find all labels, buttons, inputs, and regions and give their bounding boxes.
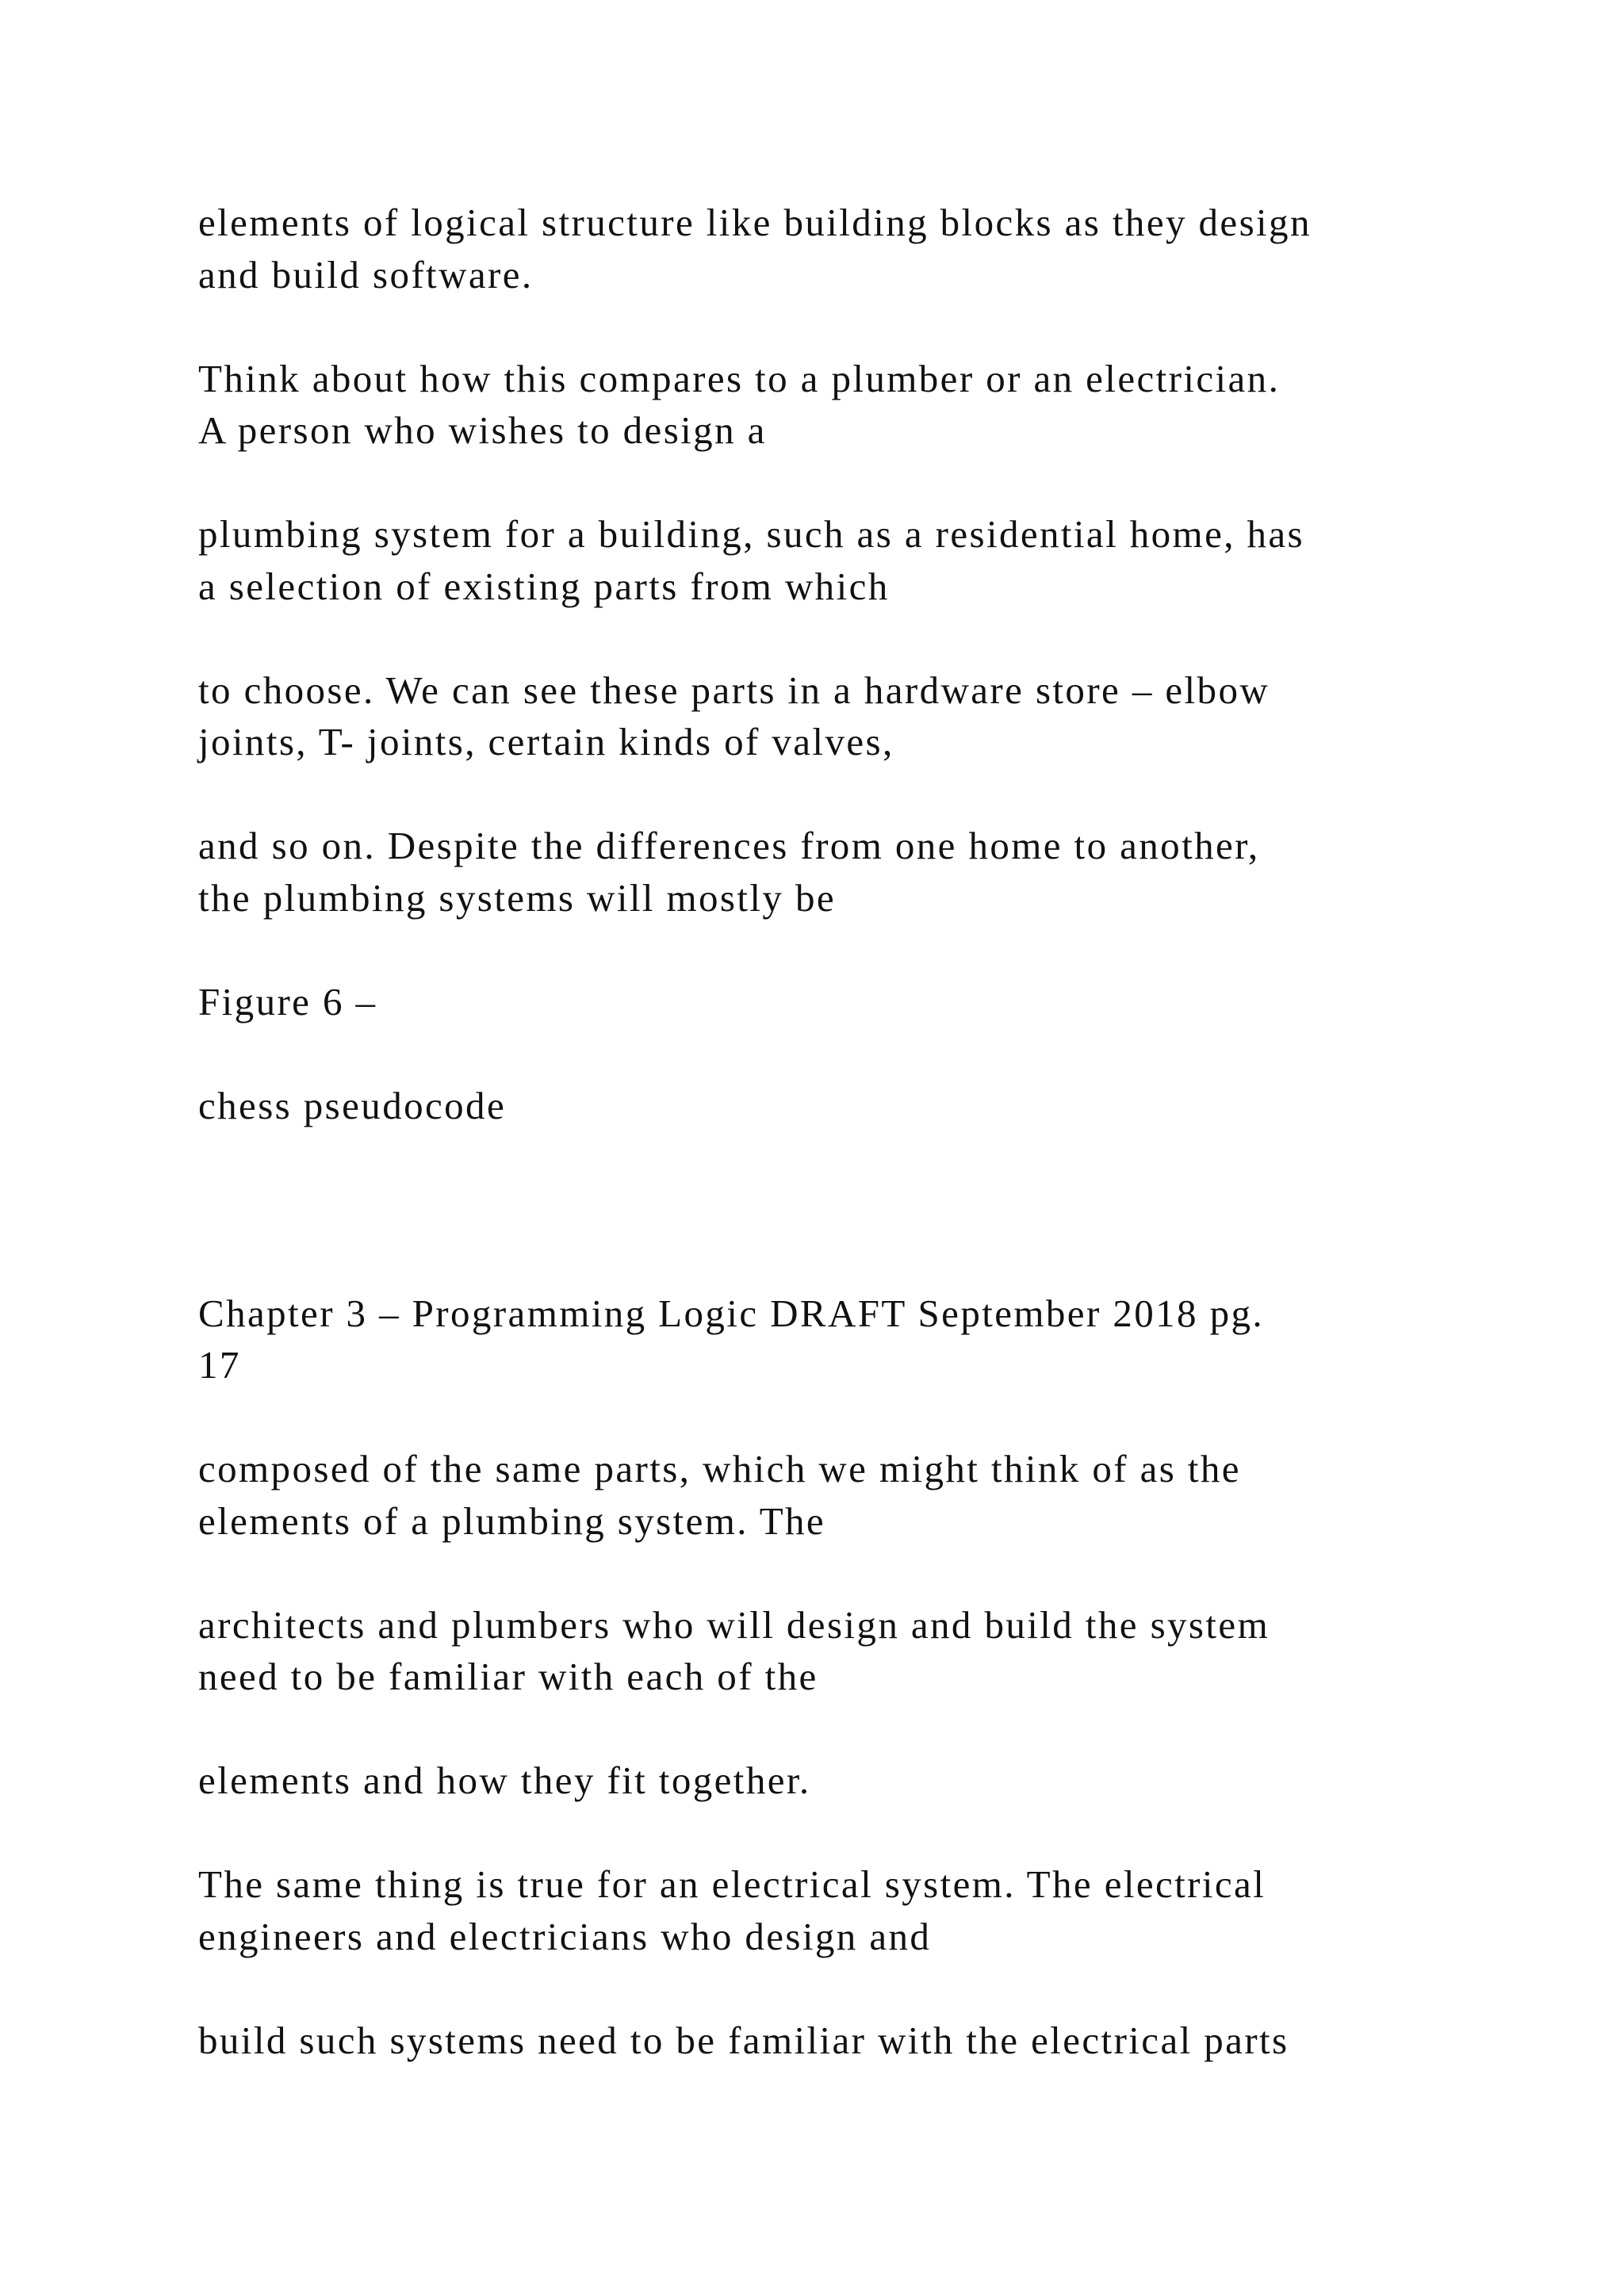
paragraph-gap	[198, 1027, 1546, 1080]
page-number: 17	[198, 1343, 241, 1387]
paragraph-gap	[198, 612, 1546, 664]
paragraph-gap	[198, 1391, 1546, 1444]
text-line: Think about how this compares to a plumber or an electrician.	[198, 356, 1281, 400]
figure-caption-text: chess pseudocode	[198, 1083, 507, 1127]
paragraph-gap	[198, 768, 1546, 821]
text-line: build such systems need to be familiar with the electrical parts	[198, 2018, 1289, 2062]
text-line: and so on. Despite the differences from one home to another,	[198, 824, 1260, 867]
paragraph-gap	[198, 1962, 1546, 2015]
paragraph-gap	[198, 300, 1546, 353]
figure-caption-label: Figure 6 –	[198, 979, 377, 1024]
text-line: joints, T- joints, certain kinds of valves,	[198, 720, 894, 763]
paragraph-gap	[198, 1703, 1546, 1755]
text-line: to choose. We can see these parts in a hardware store – elbow	[198, 668, 1270, 712]
text-line: and build software.	[198, 252, 534, 297]
text-line: plumbing system for a building, such as a residential home, has	[198, 512, 1305, 556]
text-line: A person who wishes to design a	[198, 408, 767, 452]
section-gap	[198, 1131, 1546, 1288]
text-line: a selection of existing parts from which	[198, 564, 890, 608]
body-text	[198, 197, 1546, 2066]
paragraph-gap	[198, 1807, 1546, 1859]
text-line: engineers and electricians who design and	[198, 1914, 932, 1958]
paragraph-gap	[198, 924, 1546, 976]
text-line: elements of logical structure like building blocks as they design	[198, 201, 1312, 244]
text-line: the plumbing systems will mostly be	[198, 875, 837, 920]
paragraph-gap	[198, 1547, 1546, 1599]
text-line: architects and plumbers who will design and build the system	[198, 1602, 1270, 1647]
text-line: elements and how they fit together.	[198, 1758, 811, 1802]
text-line: need to be familiar with each of the	[198, 1655, 818, 1698]
text-line: elements of a plumbing system. The	[198, 1498, 826, 1543]
paragraph-gap	[198, 457, 1546, 509]
text-line: The same thing is true for an electrical system. The electrical	[198, 1862, 1266, 1906]
page-header: Chapter 3 – Programming Logic DRAFT September 2018 pg.	[198, 1291, 1265, 1335]
text-line: composed of the same parts, which we might think of as the	[198, 1447, 1241, 1490]
